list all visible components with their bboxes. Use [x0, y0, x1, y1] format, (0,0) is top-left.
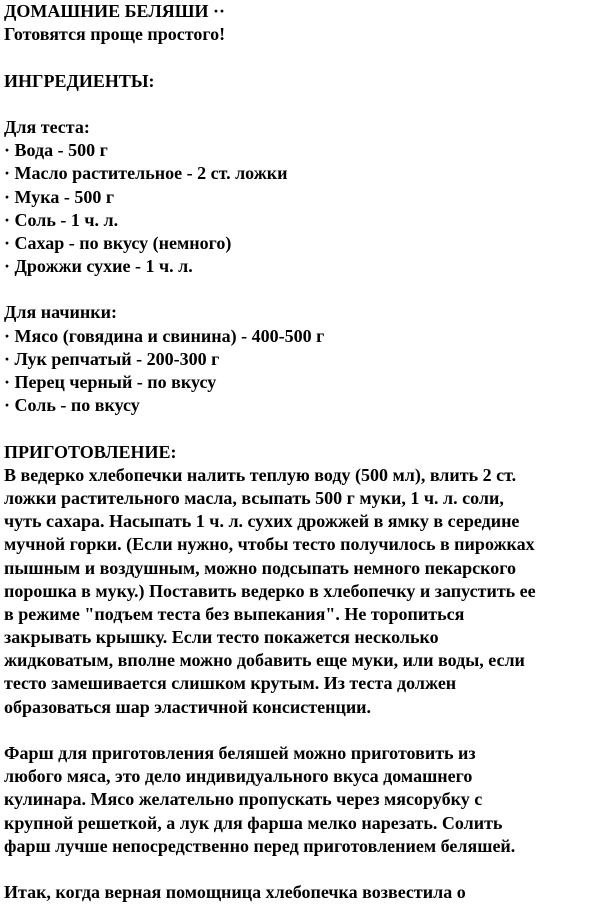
preparation-paragraph-2-line: Фарш для приготовления беляшей можно приготовить из: [4, 743, 476, 763]
spacer: [4, 46, 599, 69]
spacer: [4, 278, 599, 301]
spacer: [4, 858, 599, 881]
dough-item: · Сахар - по вкусу (немного): [4, 232, 232, 253]
recipe-document: [4, 0, 599, 904]
filling-heading: Для начинки:: [4, 302, 118, 323]
dough-item: · Соль - 1 ч. л.: [4, 209, 119, 230]
filling-item: · Мясо (говядина и свинина) - 400-500 г: [4, 325, 325, 346]
ingredients-heading: ИНГРЕДИЕНТЫ:: [4, 70, 155, 91]
preparation-paragraph-1-line: образоваться шар эластичной консистенции.: [4, 696, 372, 717]
preparation-paragraph-1-line: ложки растительного масла, всыпать 500 г муки, 1 ч. л. соли,: [4, 487, 504, 508]
preparation-paragraph-2-line: кулинара. Мясо желательно пропускать через мясорубку с: [4, 789, 483, 810]
preparation-paragraph-2-line: любого мяса, это дело индивидуального вкуса домашнего: [4, 766, 473, 787]
preparation-paragraph-1-line: жидковатым, вполне можно добавить еще муки, или воды, если: [4, 650, 525, 671]
dough-item: · Мука - 500 г: [4, 186, 115, 207]
filling-item: · Соль - по вкусу: [4, 395, 140, 416]
spacer: [4, 93, 599, 116]
dough-item: · Масло растительное - 2 ст. ложки: [4, 163, 288, 184]
recipe-title: ДОМАШНИЕ БЕЛЯШИ ··: [4, 1, 226, 21]
preparation-paragraph-3-line: Итак, когда верная помощница хлебопечка возвестила о: [4, 882, 466, 903]
preparation-paragraph-1-line: пышным и воздушным, можно подсыпать немного пекарского: [4, 557, 516, 578]
dough-heading: Для теста:: [4, 116, 90, 137]
preparation-paragraph-1-line: в режиме "подъем теста без выпекания". Не торопиться: [4, 603, 465, 624]
dough-item: · Вода - 500 г: [4, 140, 108, 161]
preparation-paragraph-1-line: закрывать крышку. Если тесто покажется несколько: [4, 627, 439, 648]
preparation-paragraph-1-line: чуть сахара. Насыпать 1 ч. л. сухих дрожжей в ямку в середине: [4, 511, 520, 532]
filling-item: · Перец черный - по вкусу: [4, 372, 217, 392]
filling-item: · Лук репчатый - 200-300 г: [4, 348, 220, 369]
recipe-subtitle: Готовятся проще простого!: [4, 24, 226, 45]
preparation-paragraph-1-line: мучной горки. (Если нужно, чтобы тесто получилось в пирожках: [4, 534, 535, 555]
spacer: [4, 719, 599, 742]
preparation-heading: ПРИГОТОВЛЕНИЕ:: [4, 441, 177, 462]
preparation-paragraph-2-line: фарш лучше непосредственно перед приготовлением беляшей.: [4, 835, 516, 856]
preparation-paragraph-1-line: тесто замешивается слишком крутым. Из теста должен: [4, 673, 457, 694]
spacer: [4, 417, 599, 440]
dough-item: · Дрожжи сухие - 1 ч. л.: [4, 256, 193, 277]
preparation-paragraph-1-line: В ведерко хлебопечки налить теплую воду (500 мл), влить 2 ст.: [4, 464, 517, 485]
preparation-paragraph-1-line: порошка в муку.) Поставить ведерко в хлебопечку и запустить ее: [4, 580, 536, 601]
preparation-paragraph-2-line: крупной решеткой, а лук для фарша мелко нарезать. Солить: [4, 812, 503, 833]
